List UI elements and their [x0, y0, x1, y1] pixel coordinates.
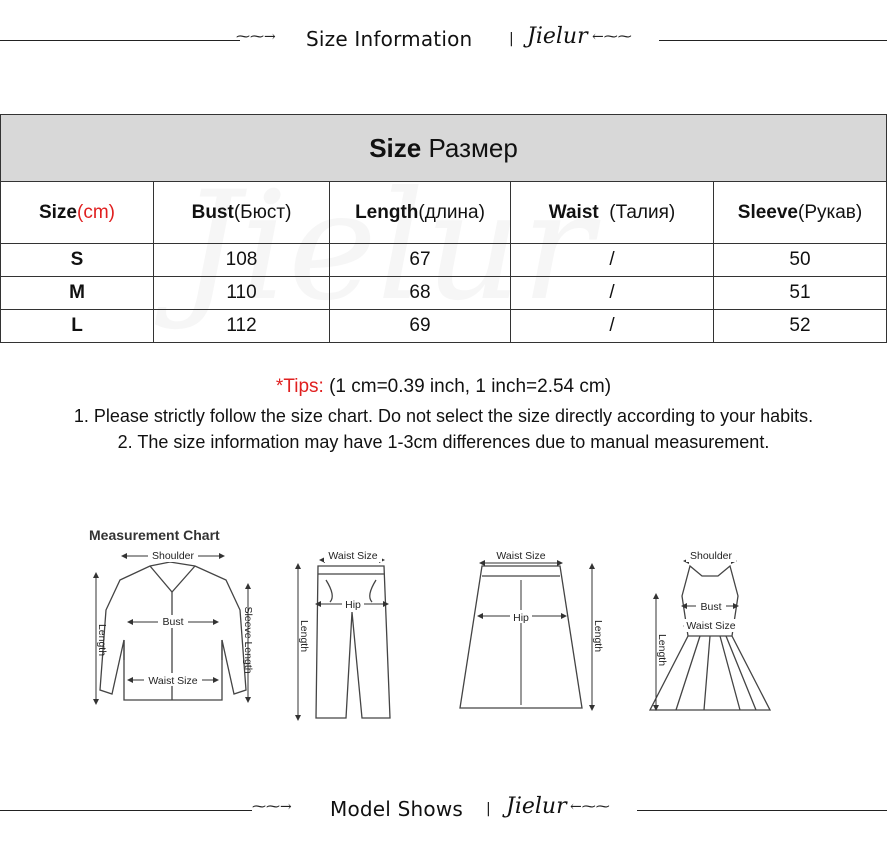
- cell-length: 67: [330, 244, 511, 277]
- shirt-waist-label: Waist Size: [148, 675, 198, 687]
- divider-line-left: [0, 810, 252, 811]
- dress-shoulder-label: Shoulder: [689, 550, 733, 562]
- caption-bold: Size: [369, 132, 422, 163]
- swirl-left-icon: ⁓⁓→: [236, 29, 276, 45]
- shirt-bust-label: Bust: [162, 616, 184, 628]
- cell-size: L: [1, 310, 154, 343]
- cell-size: M: [1, 277, 154, 310]
- pants-icon: [316, 566, 390, 718]
- cell-sleeve: 51: [714, 277, 887, 310]
- footer-separator: |: [486, 801, 491, 817]
- col-header-sleeve: Sleeve(Рукав): [714, 182, 887, 244]
- header-title: Size Information: [306, 27, 473, 51]
- caption-rest: Размер: [421, 132, 518, 163]
- cell-waist: /: [511, 244, 714, 277]
- shirt-sleeve-label: Sleeve Length: [242, 606, 254, 674]
- cell-waist: /: [511, 277, 714, 310]
- skirt-hip-label: Hip: [513, 612, 529, 624]
- skirt-length-label: Length: [592, 619, 604, 653]
- swirl-left-icon: ⁓⁓→: [252, 799, 292, 815]
- swirl-right-icon: ←⁓⁓: [570, 799, 610, 815]
- swirl-right-icon: ←⁓⁓: [592, 29, 632, 45]
- cell-waist: /: [511, 310, 714, 343]
- pants-waist-label: Waist Size: [328, 550, 378, 562]
- dress-length-label: Length: [656, 633, 668, 667]
- dress-bust-label: Bust: [700, 601, 722, 613]
- cell-bust: 108: [154, 244, 330, 277]
- col-header-bust: Bust(Бюст): [154, 182, 330, 244]
- shirt-shoulder-label: Shoulder: [151, 550, 195, 562]
- measurement-chart-title: Measurement Chart: [89, 527, 220, 543]
- cell-length: 68: [330, 277, 511, 310]
- footer-brand: Jielur: [506, 794, 567, 819]
- footer-divider: [0, 791, 887, 831]
- skirt-waist-label: Waist Size: [496, 550, 546, 562]
- tips-conversion-text: (1 cm=0.39 inch, 1 inch=2.54 cm): [323, 376, 612, 397]
- cell-bust: 112: [154, 310, 330, 343]
- tips-label: *Tips:: [275, 376, 324, 397]
- cell-bust: 110: [154, 277, 330, 310]
- col-header-length: Length(длина): [330, 182, 511, 244]
- pants-length-label: Length: [298, 619, 310, 653]
- footer-title: Model Shows: [330, 797, 463, 821]
- cell-sleeve: 50: [714, 244, 887, 277]
- cell-sleeve: 52: [714, 310, 887, 343]
- col-header-size: Size(cm): [1, 182, 154, 244]
- cell-size: S: [1, 244, 154, 277]
- header-separator: |: [509, 31, 514, 47]
- pants-hip-label: Hip: [345, 599, 361, 611]
- cell-length: 69: [330, 310, 511, 343]
- tips-line-2: 2. The size information may have 1-3cm differences due to manual measurement.: [117, 432, 770, 452]
- divider-line-right: [637, 810, 887, 811]
- shirt-length-label: Length: [96, 623, 108, 657]
- col-header-waist: Waist (Талия): [511, 182, 714, 244]
- dress-waist-label: Waist Size: [686, 620, 736, 632]
- header-brand: Jielur: [527, 24, 588, 49]
- tips-line-1: 1. Please strictly follow the size chart. Do not select the size directly according to your habits.: [73, 406, 814, 426]
